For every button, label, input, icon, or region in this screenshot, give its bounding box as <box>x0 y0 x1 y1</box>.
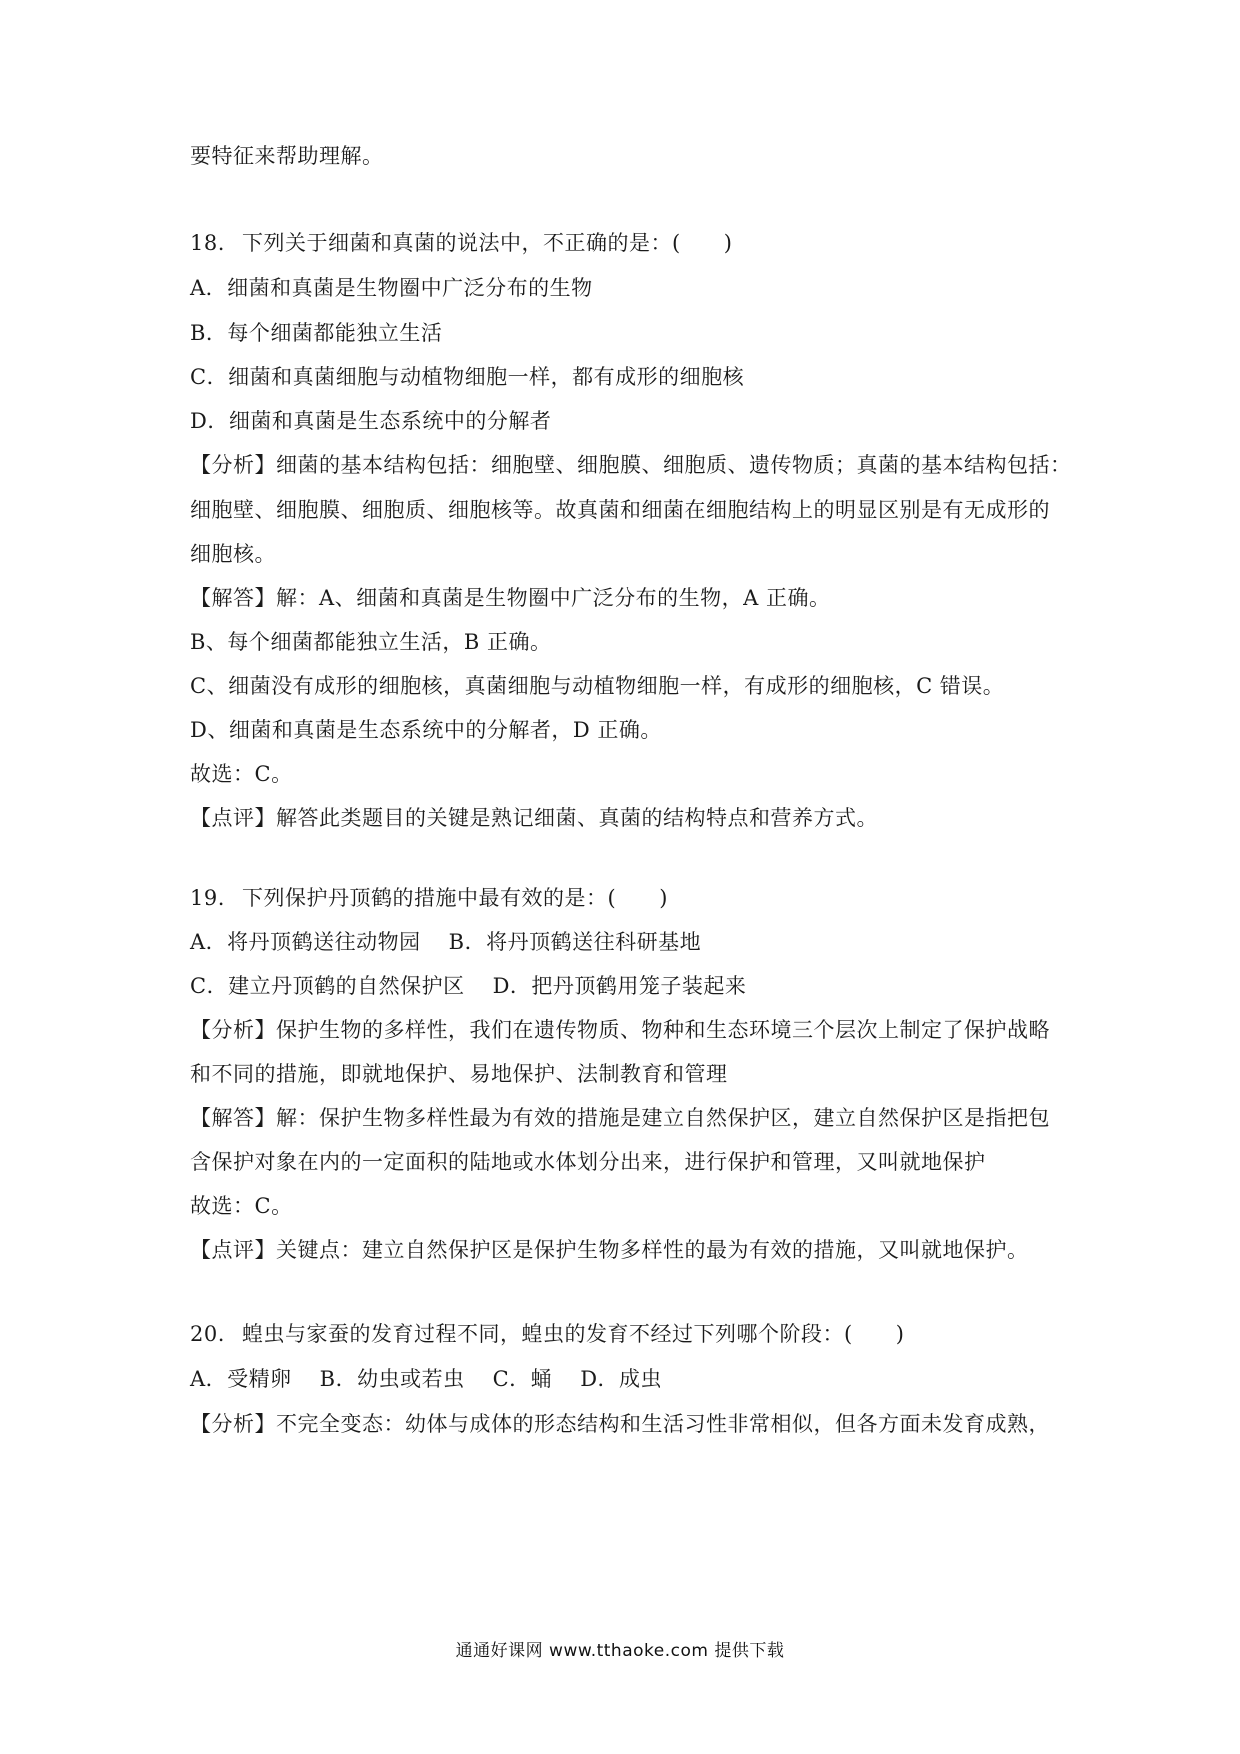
comment-text: 【点评】关键点：建立自然保护区是保护生物多样性的最为有效的措施，又叫就地保护。 <box>190 1238 1029 1262</box>
question-number: 18. <box>190 231 225 255</box>
option-c: C．建立丹顶鹤的自然保护区 <box>190 974 465 998</box>
analysis-text: 【分析】细菌的基本结构包括：细胞壁、细胞膜、细胞质、遗传物质；真菌的基本结构包括： <box>190 453 1072 477</box>
option-d: D．细菌和真菌是生态系统中的分解者 <box>190 409 552 433</box>
answer-choice: 故选：C。 <box>190 762 293 786</box>
answer-text: 【解答】解：保护生物多样性最为有效的措施是建立自然保护区，建立自然保护区是指把包 <box>190 1106 1050 1130</box>
question-text: 下列关于细菌和真菌的说法中，不正确的是：( ) <box>242 231 733 255</box>
answer-text: 含保护对象在内的一定面积的陆地或水体划分出来，进行保护和管理，又叫就地保护 <box>190 1150 986 1174</box>
options-row <box>190 971 1070 1001</box>
option-b: B．幼虫或若虫 <box>319 1367 465 1391</box>
analysis-text: 和不同的措施，即就地保护、易地保护、法制教育和管理 <box>190 1062 728 1086</box>
question-text: 蝗虫与家蚕的发育过程不同，蝗虫的发育不经过下列哪个阶段：( ) <box>242 1322 905 1346</box>
question-20-stem <box>190 1319 1070 1349</box>
answer-text: 【解答】解：A、细菌和真菌是生物圈中广泛分布的生物，A 正确。 <box>190 586 831 610</box>
answer-text: B、每个细菌都能独立生活，B 正确。 <box>190 630 552 654</box>
answer-text: C、细菌没有成形的细胞核，真菌细胞与动植物细胞一样，有成形的细胞核，C 错误。 <box>190 674 1005 698</box>
question-number: 19. <box>190 886 225 910</box>
analysis-text: 【分析】不完全变态：幼体与成体的形态结构和生活习性非常相似，但各方面未发育成熟， <box>190 1412 1050 1436</box>
text-line: 要特征来帮助理解。 <box>190 144 384 168</box>
page-footer: 通通好课网 www.tthaoke.com 提供下载 <box>455 1641 785 1661</box>
analysis-text: 细胞壁、细胞膜、细胞质、细胞核等。故真菌和细菌在细胞结构上的明显区别是有无成形的 <box>190 498 1050 522</box>
question-text: 下列保护丹顶鹤的措施中最有效的是：( ) <box>242 886 668 910</box>
analysis-text: 【分析】保护生物的多样性，我们在遗传物质、物种和生态环境三个层次上制定了保护战略 <box>190 1018 1050 1042</box>
option-a: A．将丹顶鹤送往动物园 <box>190 930 421 954</box>
question-number: 20. <box>190 1322 225 1346</box>
option-b: B．每个细菌都能独立生活 <box>190 321 443 345</box>
answer-choice: 故选：C。 <box>190 1194 293 1218</box>
option-b: B．将丹顶鹤送往科研基地 <box>448 930 702 954</box>
option-a: A．受精卵 <box>190 1367 292 1391</box>
analysis-text: 细胞核。 <box>190 542 276 566</box>
comment-text: 【点评】解答此类题目的关键是熟记细菌、真菌的结构特点和营养方式。 <box>190 806 878 830</box>
options-row <box>190 927 1070 957</box>
option-d: D．把丹顶鹤用笼子装起来 <box>492 974 747 998</box>
question-18-stem <box>190 228 1070 258</box>
option-c: C．蛹 <box>492 1367 553 1391</box>
options-row <box>190 1364 1070 1394</box>
option-d: D．成虫 <box>580 1367 663 1391</box>
option-a: A．细菌和真菌是生物圈中广泛分布的生物 <box>190 276 593 300</box>
answer-text: D、细菌和真菌是生态系统中的分解者，D 正确。 <box>190 718 662 742</box>
option-c: C．细菌和真菌细胞与动植物细胞一样，都有成形的细胞核 <box>190 365 745 389</box>
question-19-stem <box>190 883 1070 913</box>
